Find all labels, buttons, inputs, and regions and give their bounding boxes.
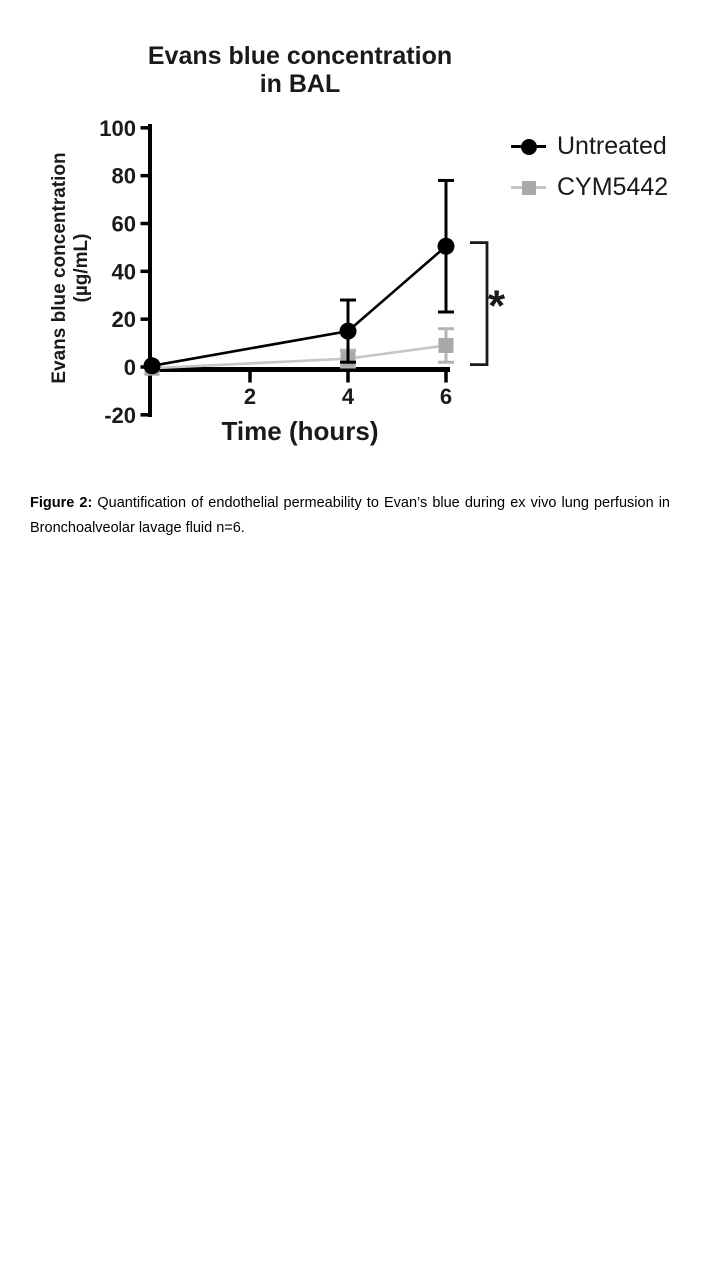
y-tick-label: 60 [111,211,136,237]
data-point-square-cym5442 [439,338,454,353]
legend-label-untreated: Untreated [557,132,667,160]
legend-item-cym5442 [511,167,668,208]
significance-bracket [470,243,487,365]
chart-legend [511,126,668,208]
legend-label-cym5442: CYM5442 [557,173,669,201]
chart-title-line1: Evans blue concentration [147,42,453,70]
legend-item-untreated [511,126,668,167]
y-tick-label: 100 [99,115,136,141]
y-axis-label-line2: (µg/mL) [71,233,92,303]
legend-circle-marker-icon [511,145,546,148]
data-point-circle-untreated [438,238,455,255]
y-tick-label: -20 [104,402,136,428]
data-point-circle-untreated [144,357,161,374]
data-point-circle-untreated [340,323,357,340]
y-axis-label-line1: Evans blue concentration [49,152,70,384]
x-tick-label: 4 [341,384,355,409]
significance-star: * [488,281,506,331]
chart-title-line2: in BAL [259,70,341,98]
y-tick-label: 40 [111,259,136,285]
figure-caption [30,491,670,541]
x-tick-label: 6 [439,384,453,409]
y-tick-label: 20 [111,307,136,333]
caption-text: Quantification of endothelial permeability to Evan’s blue during ex vivo lung perfusion in Bronchoalveolar lavage fluid n=6. [30,495,671,536]
x-axis-label: Time (hours) [221,416,379,446]
caption-figure-label: Figure 2: [30,495,93,511]
y-tick-label: 80 [111,163,136,189]
legend-square-marker-icon [511,186,546,189]
series-line-untreated [152,246,446,366]
x-tick-label: 2 [243,384,257,409]
chart-plot [0,0,720,470]
y-tick-label: 0 [123,355,136,380]
